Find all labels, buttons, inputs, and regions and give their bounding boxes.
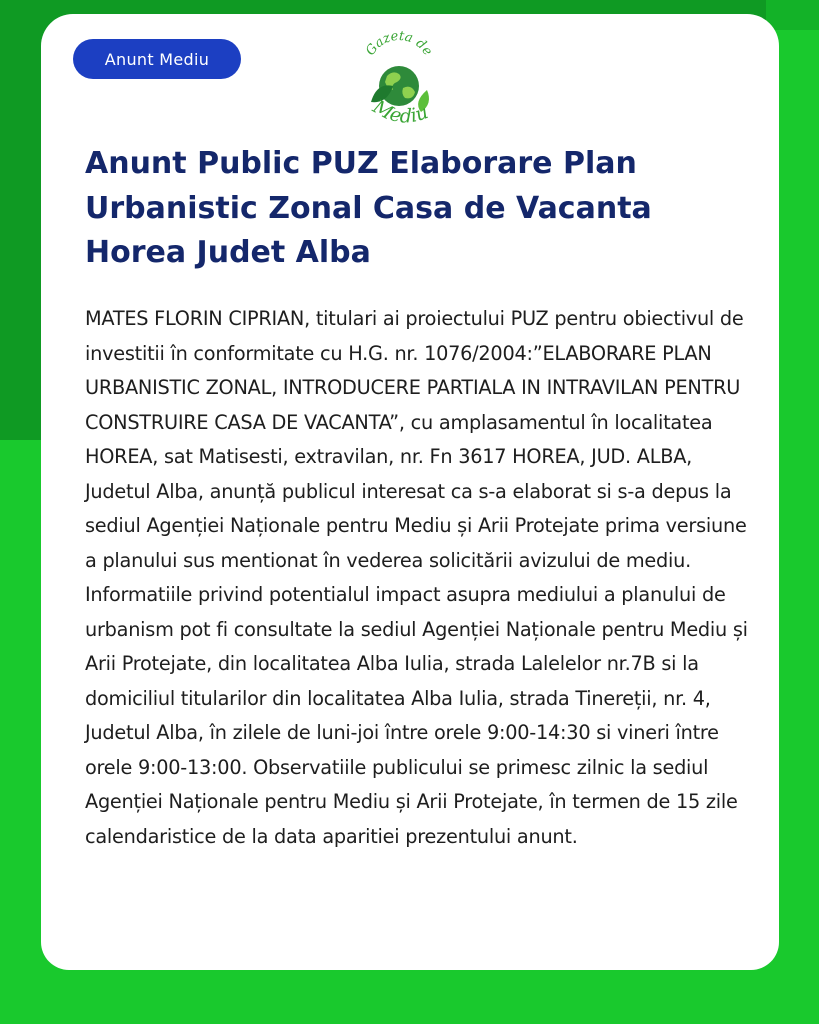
background-corner-block: [766, 0, 819, 30]
article-title: Anunt Public PUZ Elaborare Plan Urbanistic Zonal Casa de Vacanta Horea Judet Alba: [85, 146, 652, 270]
logo-text-bottom: Mediu: [369, 95, 432, 128]
logo-text-top: Gazeta de: [363, 30, 436, 59]
article-body: MATES FLORIN CIPRIAN, titulari ai proiectului PUZ pentru obiectivul de investitii în conformitate cu H.G. nr. 1076/2004:”ELABORARE PLAN URBANISTIC ZONAL, INTRODUCERE PARTIALA IN INTRAVILAN PENTRU CONSTRUIRE CASA DE VACANTA”, cu amplasamentul în localitatea HOREA, sat Matisesti, extravilan, nr. Fn 3617 HOREA, JUD. ALBA, Judetul Alba, anunță publicul interesat ca s-a elaborat si s-a depus la sediul Agenției Naționale pentru Mediu și Arii Protejate prima versiune a planului sus mentionat în vederea solicitării avizului de mediu. Informatiile privind potentialul impact asupra mediului a planului de urbanism pot fi consultate la sediul Agenției Naționale pentru Mediu și Arii Protejate, din localitatea Alba Iulia, strada Lalelelor nr.7B si la domiciliul titularilor din localitatea Alba Iulia, strada Tinereții, nr. 4, Judetul Alba, în zilele de luni-joi între orele 9:00-14:30 si vineri între orele 9:00-13:00. Observatiile publicului se primesc zilnic la sediul Agenției Naționale pentru Mediu și Arii Protejate, în termen de 15 zile calendaristice de la data aparitiei prezentului anunt.: [85, 307, 748, 848]
article-card: [41, 14, 779, 970]
category-badge[interactable]: Anunt Mediu: [73, 39, 241, 79]
gazeta-de-mediu-logo[interactable]: [357, 30, 441, 134]
